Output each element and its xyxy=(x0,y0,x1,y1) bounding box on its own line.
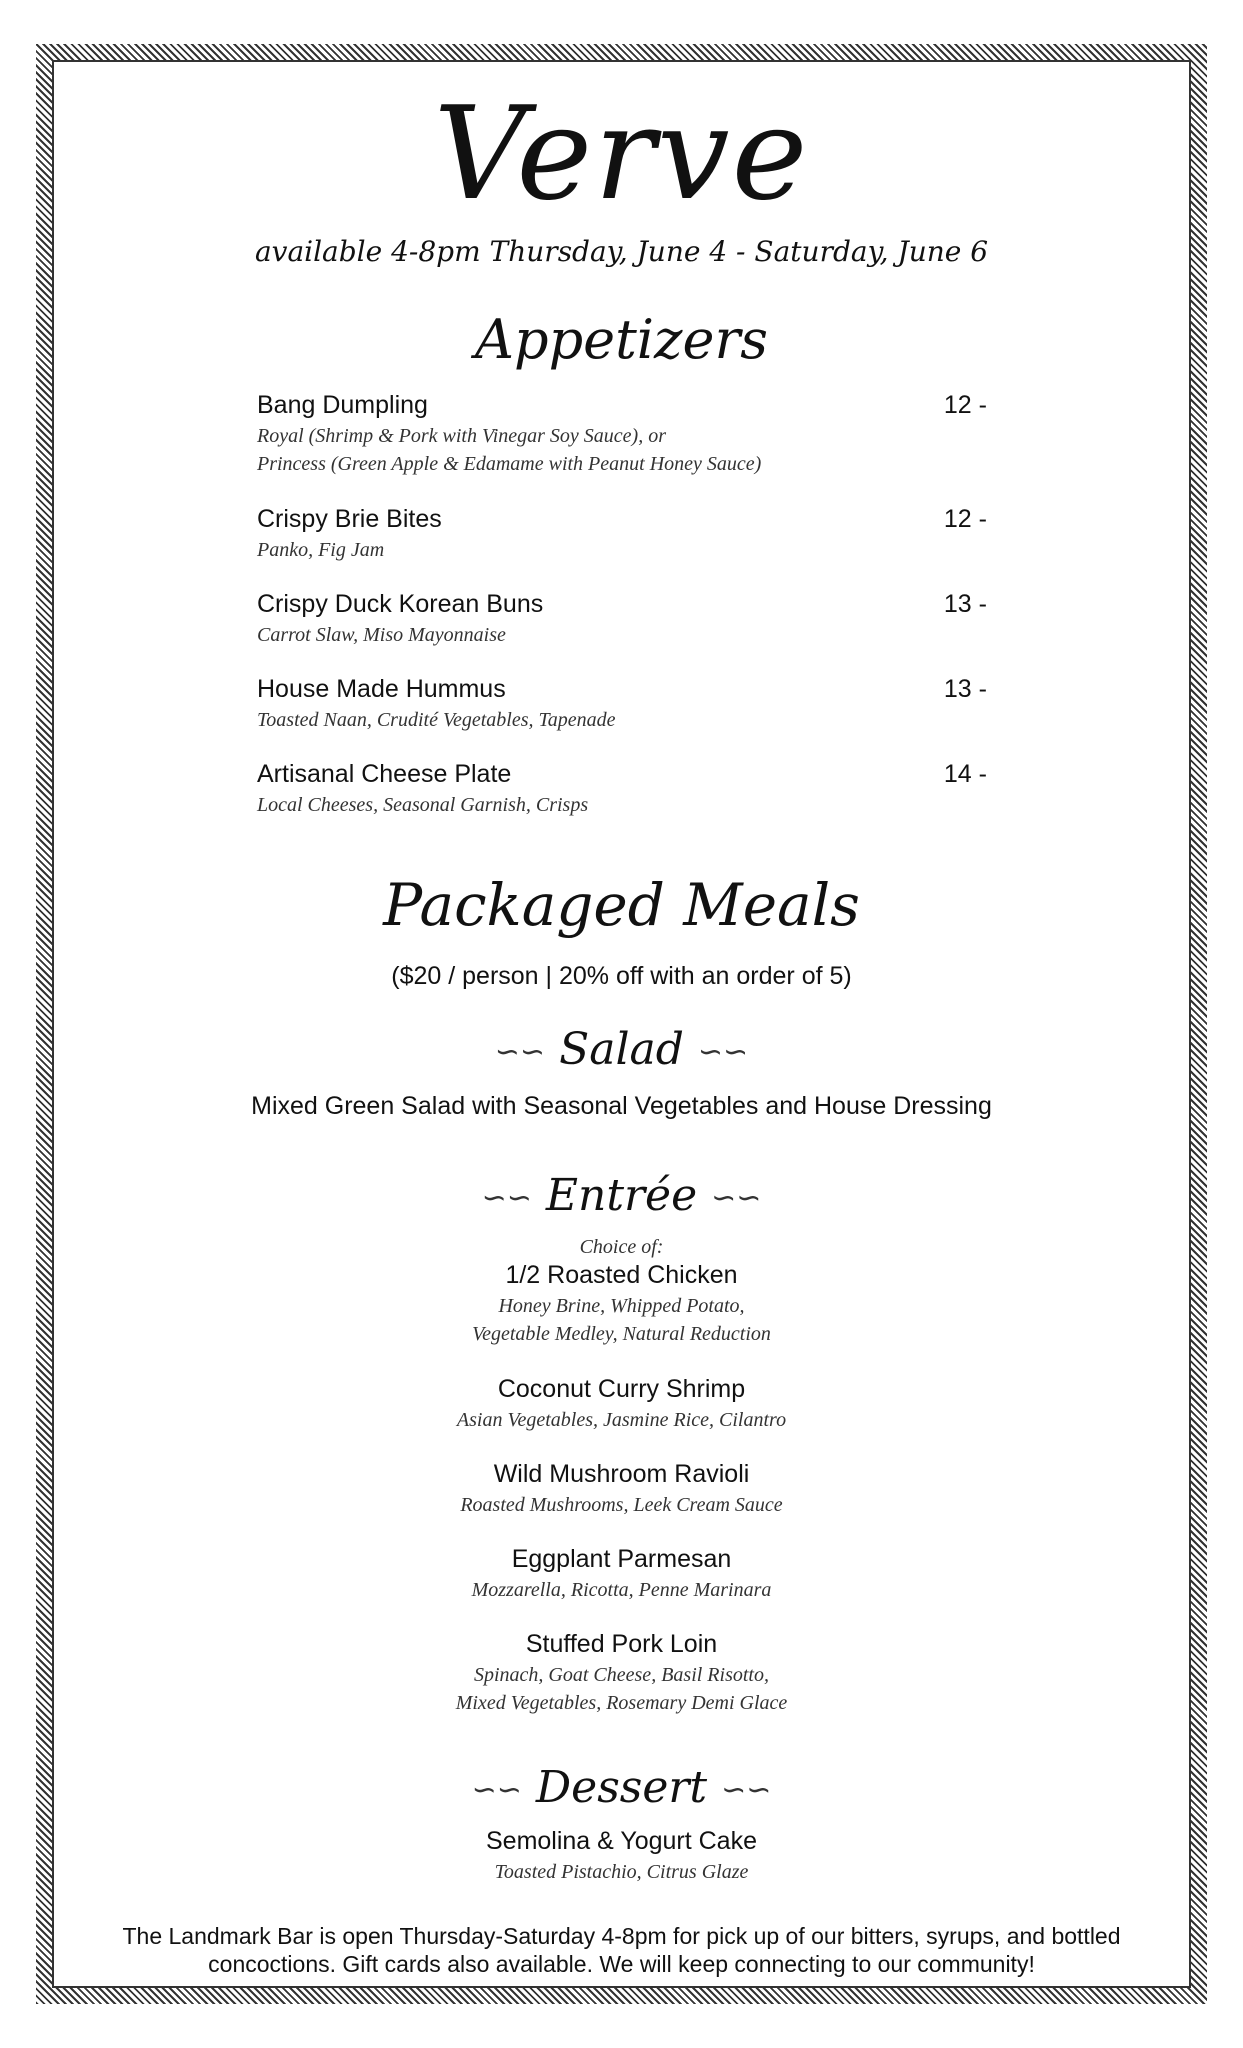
item-description: Royal (Shrimp & Pork with Vinegar Soy Sauce), or xyxy=(257,425,667,447)
packaged-meals-heading: Packaged Meals xyxy=(383,871,860,939)
item-name: Artisanal Cheese Plate xyxy=(257,760,512,788)
flourish-right-icon: ∽∽ xyxy=(711,1180,762,1216)
item-name: House Made Hummus xyxy=(257,675,506,703)
item-description: Local Cheeses, Seasonal Garnish, Crisps xyxy=(257,794,589,816)
entree-heading-text: Entrée xyxy=(545,1170,698,1221)
item-description: Toasted Pistachio, Citrus Glaze xyxy=(494,1861,749,1883)
item-description: Princess (Green Apple & Edamame with Peanut Honey Sauce) xyxy=(257,453,762,475)
item-price: 13 - xyxy=(943,675,987,703)
packaged-pricing: ($20 / person | 20% off with an order of 5) xyxy=(391,962,852,990)
item-description: Asian Vegetables, Jasmine Rice, Cilantro xyxy=(456,1409,787,1431)
flourish-left-icon: ∽∽ xyxy=(494,1034,546,1070)
item-name: Coconut Curry Shrimp xyxy=(497,1375,746,1403)
item-price: 12 - xyxy=(943,505,987,533)
entree-heading xyxy=(0,1168,1243,1227)
flourish-left-icon: ∽∽ xyxy=(481,1180,532,1216)
item-description: Toasted Naan, Crudité Vegetables, Tapenade xyxy=(257,709,616,731)
entree-item-mushroom-ravioli xyxy=(0,1457,1243,1519)
item-description: Carrot Slaw, Miso Mayonnaise xyxy=(257,624,506,646)
menu-item-house-hummus xyxy=(257,672,997,734)
footer-line: The Landmark Bar is open Thursday-Saturday 4-8pm for pick up of our bitters, syrups, and bottled xyxy=(122,1923,1121,1949)
dessert-item xyxy=(0,1824,1243,1886)
item-description: Panko, Fig Jam xyxy=(257,539,385,561)
item-description: Spinach, Goat Cheese, Basil Risotto, xyxy=(474,1664,769,1686)
item-description: Mixed Vegetables, Rosemary Demi Glace xyxy=(455,1692,788,1714)
entree-item-roasted-chicken xyxy=(0,1258,1243,1348)
appetizers-heading: Appetizers xyxy=(475,308,768,371)
item-name: Stuffed Pork Loin xyxy=(525,1630,718,1658)
menu-item-bang-dumpling xyxy=(257,388,997,478)
menu-item-crispy-duck-buns xyxy=(257,587,997,649)
dessert-heading xyxy=(0,1760,1243,1819)
entree-item-pork-loin xyxy=(0,1627,1243,1717)
item-price: 12 - xyxy=(943,391,987,419)
salad-heading-text: Salad xyxy=(559,1024,684,1075)
flourish-right-icon: ∽∽ xyxy=(697,1034,749,1070)
menu-item-cheese-plate xyxy=(257,757,997,819)
item-name: Crispy Duck Korean Buns xyxy=(257,590,544,618)
salad-heading xyxy=(0,1022,1243,1081)
item-name: Semolina & Yogurt Cake xyxy=(485,1827,757,1855)
item-name: Crispy Brie Bites xyxy=(257,505,442,533)
entree-item-eggplant-parmesan xyxy=(0,1542,1243,1604)
footer-line: concoctions. Gift cards also available. We will keep connecting to our community! xyxy=(208,1951,1035,1977)
salad-description: Mixed Green Salad with Seasonal Vegetables and House Dressing xyxy=(251,1092,992,1120)
choice-label: Choice of: xyxy=(579,1236,664,1258)
item-name: Bang Dumpling xyxy=(257,391,428,419)
dessert-heading-text: Dessert xyxy=(535,1762,708,1813)
item-price: 13 - xyxy=(943,590,987,618)
item-description: Mozzarella, Ricotta, Penne Marinara xyxy=(471,1579,772,1601)
item-description: Roasted Mushrooms, Leek Cream Sauce xyxy=(460,1494,783,1516)
restaurant-title: Verve xyxy=(433,80,810,229)
item-name: Eggplant Parmesan xyxy=(511,1545,732,1573)
item-description: Honey Brine, Whipped Potato, xyxy=(498,1295,745,1317)
flourish-right-icon: ∽∽ xyxy=(721,1772,772,1808)
flourish-left-icon: ∽∽ xyxy=(471,1772,522,1808)
item-name: Wild Mushroom Ravioli xyxy=(493,1460,750,1488)
item-name: 1/2 Roasted Chicken xyxy=(505,1261,738,1289)
footer-note xyxy=(52,1922,1191,1978)
availability-text: available 4-8pm Thursday, June 4 - Saturday, June 6 xyxy=(254,235,989,268)
menu-item-crispy-brie-bites xyxy=(257,502,997,564)
entree-item-curry-shrimp xyxy=(0,1372,1243,1434)
item-price: 14 - xyxy=(943,760,987,788)
item-description: Vegetable Medley, Natural Reduction xyxy=(472,1323,771,1345)
